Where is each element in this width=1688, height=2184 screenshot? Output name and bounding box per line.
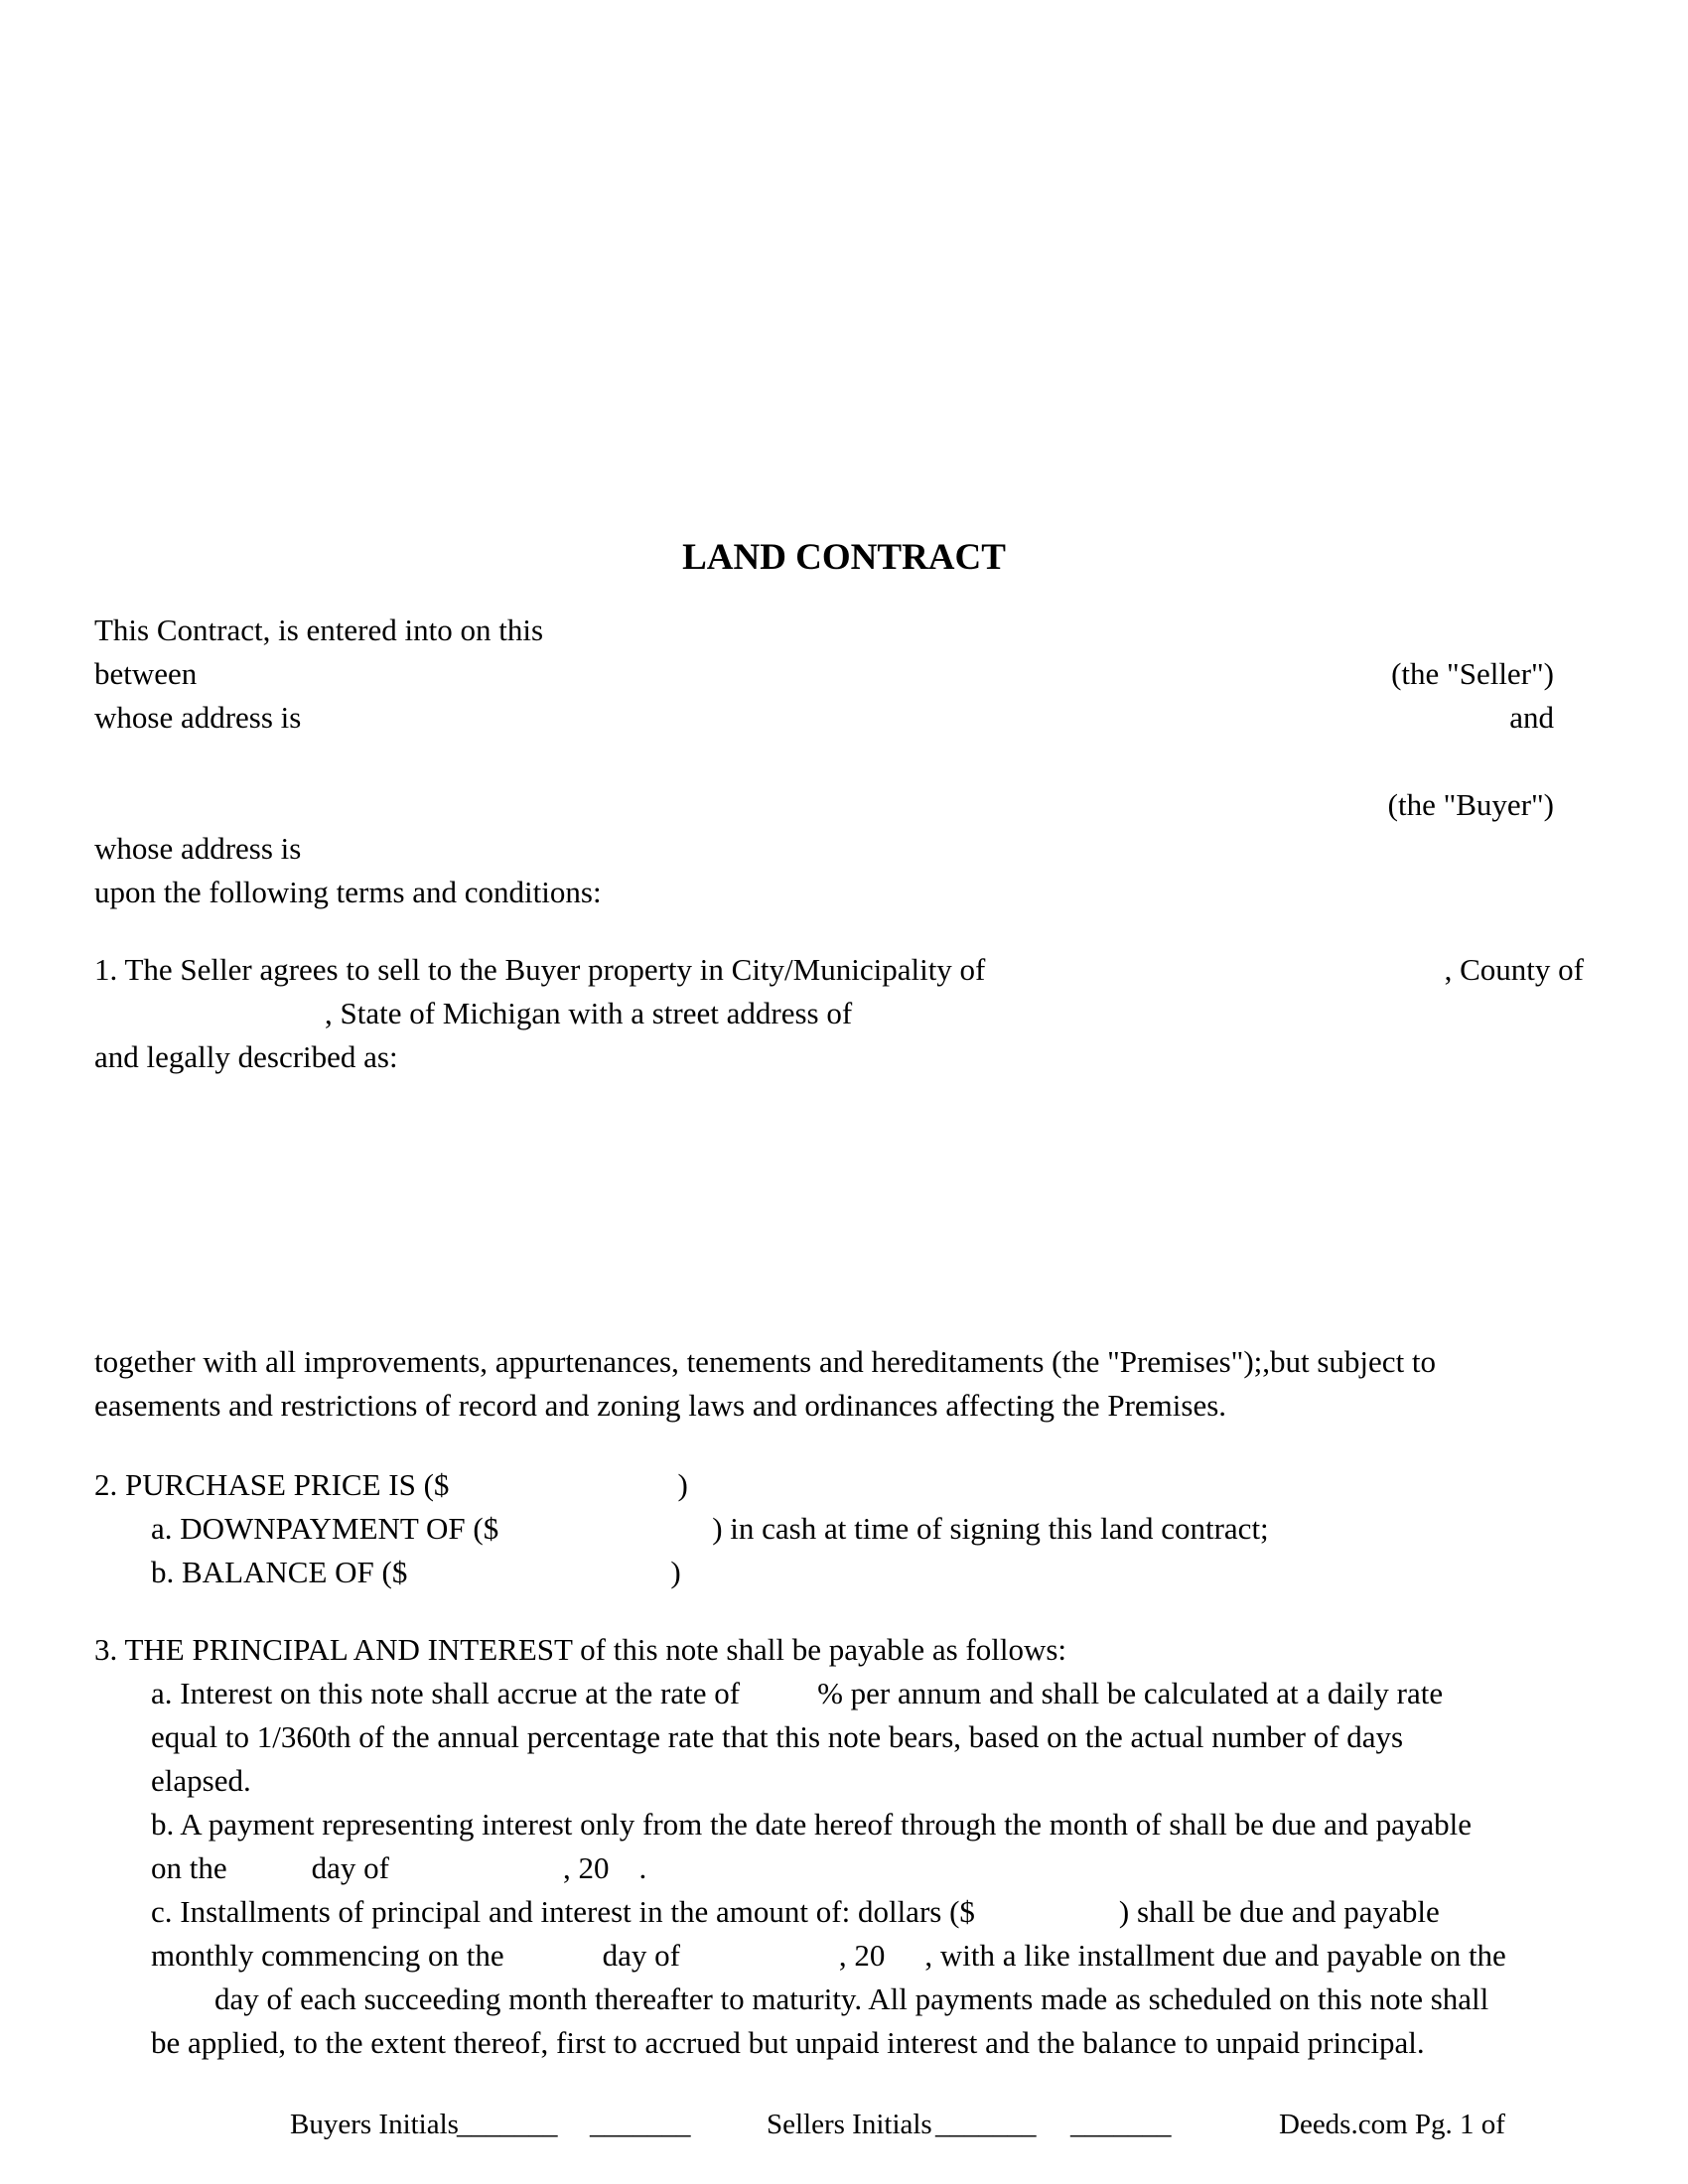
commence-comma-20-text: , 20 (838, 1938, 886, 1973)
buyers-initials-label: Buyers Initials (290, 2109, 459, 2140)
buyer-address-line (94, 827, 1554, 871)
sellers-initials-label: Sellers Initials (767, 2109, 932, 2140)
interest-rate-post: % per annum and shall be calculated at a daily rate (817, 1676, 1444, 1710)
premises-line-1 (94, 1340, 1601, 1384)
section1-city-line (94, 948, 1584, 992)
between-label: between (94, 656, 198, 691)
succeeding-month-line (94, 1978, 1601, 2021)
section-3 (0, 1628, 1688, 2065)
seller-address-line (94, 696, 1554, 740)
with-like-installment-text: , with a like installment due and payable on the (924, 1938, 1506, 1973)
balance-label: b. BALANCE OF ($ (151, 1555, 408, 1589)
day-of-text: day of (311, 1850, 389, 1885)
page-number-label: Deeds.com Pg. 1 of (1279, 2109, 1505, 2140)
blank-line (94, 740, 1554, 783)
monthly-commencing-text: monthly commencing on the (151, 1938, 504, 1973)
premises-text-1: together with all improvements, appurtenances, tenements and hereditaments (the "Premises");,but subject to (94, 1344, 1437, 1379)
commence-day-of-text: day of (602, 1938, 680, 1973)
section-2 (0, 1463, 1688, 1594)
downpayment-line (94, 1507, 1601, 1551)
balance-line (94, 1551, 1601, 1594)
succeeding-month-text: day of each succeeding month thereafter to maturity. All payments made as scheduled on this note shall (214, 1981, 1489, 2016)
monthly-commencing-line (94, 1934, 1601, 1978)
purchase-price-label: 2. PURCHASE PRICE IS ($ (94, 1467, 450, 1502)
section3-heading-text: 3. THE PRINCIPAL AND INTEREST of this note shall be payable as follows: (94, 1632, 1067, 1667)
state-of-michigan-text: , State of Michigan with a street address of (325, 996, 853, 1030)
period-text: . (638, 1850, 647, 1885)
page-footer (0, 2103, 1688, 2146)
premises-text-2: easements and restrictions of record and zoning laws and ordinances affecting the Premises. (94, 1388, 1227, 1423)
installments-pre: c. Installments of principal and interest in the amount of: dollars ($ (151, 1894, 975, 1929)
seller-tag: (the "Seller") (1391, 656, 1554, 691)
premises-line-2 (94, 1384, 1601, 1428)
buyers-initials-blank-1: _______ (457, 2109, 558, 2140)
intro-paragraph (0, 609, 1688, 914)
downpayment-suffix: ) in cash at time of signing this land contract; (712, 1511, 1269, 1546)
installments-line (94, 1890, 1601, 1934)
premises-paragraph (0, 1340, 1688, 1428)
interest-calc-text: equal to 1/360th of the annual percentage rate that this note bears, based on the actual number of days (151, 1719, 1404, 1754)
county-of-text: , County of (1444, 952, 1584, 987)
buyers-initials-blank-2: _______ (590, 2109, 691, 2140)
seller-address-label: whose address is (94, 700, 302, 735)
and-label: and (1509, 700, 1554, 735)
applied-text: be applied, to the extent thereof, first to accrued but unpaid interest and the balance to unpaid principal. (151, 2025, 1425, 2060)
buyer-address-label: whose address is (94, 831, 302, 866)
downpayment-label: a. DOWNPAYMENT OF ($ (151, 1511, 499, 1546)
sellers-initials-blank-2: _______ (1070, 2109, 1172, 2140)
intro-entered-text: This Contract, is entered into on this (94, 613, 544, 647)
legal-desc-text: and legally described as: (94, 1039, 398, 1074)
applied-line (94, 2021, 1601, 2065)
upon-terms-text: upon the following terms and conditions: (94, 875, 602, 909)
payment-interest-line (94, 1803, 1601, 1846)
interest-rate-line (94, 1672, 1601, 1715)
section1-agree-text: 1. The Seller agrees to sell to the Buyer property in City/Municipality of (94, 952, 986, 987)
balance-close-paren: ) (670, 1555, 681, 1589)
section3-heading-line (94, 1628, 1601, 1672)
due-date-line (94, 1846, 1601, 1890)
section1-legal-desc-line (94, 1035, 1584, 1079)
elapsed-text: elapsed. (151, 1763, 251, 1798)
intro-entered-line (94, 609, 1554, 652)
buyer-tag: (the "Buyer") (1387, 787, 1554, 822)
buyer-tag-line (94, 783, 1554, 827)
purchase-price-line (94, 1463, 1601, 1507)
sellers-initials-blank-1: _______ (935, 2109, 1037, 2140)
section-1 (0, 948, 1688, 1079)
interest-calc-line (94, 1715, 1601, 1759)
interest-rate-pre: a. Interest on this note shall accrue at the rate of (151, 1676, 741, 1710)
purchase-price-close-paren: ) (677, 1467, 688, 1502)
comma-20-text: , 20 (562, 1850, 610, 1885)
page-title: LAND CONTRACT (682, 537, 1006, 578)
intro-between-line (94, 652, 1554, 696)
section1-state-line (94, 992, 1584, 1035)
elapsed-line (94, 1759, 1601, 1803)
installments-post: ) shall be due and payable (1118, 1894, 1440, 1929)
payment-interest-text: b. A payment representing interest only from the date hereof through the month of shall be due and payable (151, 1807, 1473, 1842)
upon-terms-line (94, 871, 1554, 914)
on-the-text: on the (151, 1850, 227, 1885)
